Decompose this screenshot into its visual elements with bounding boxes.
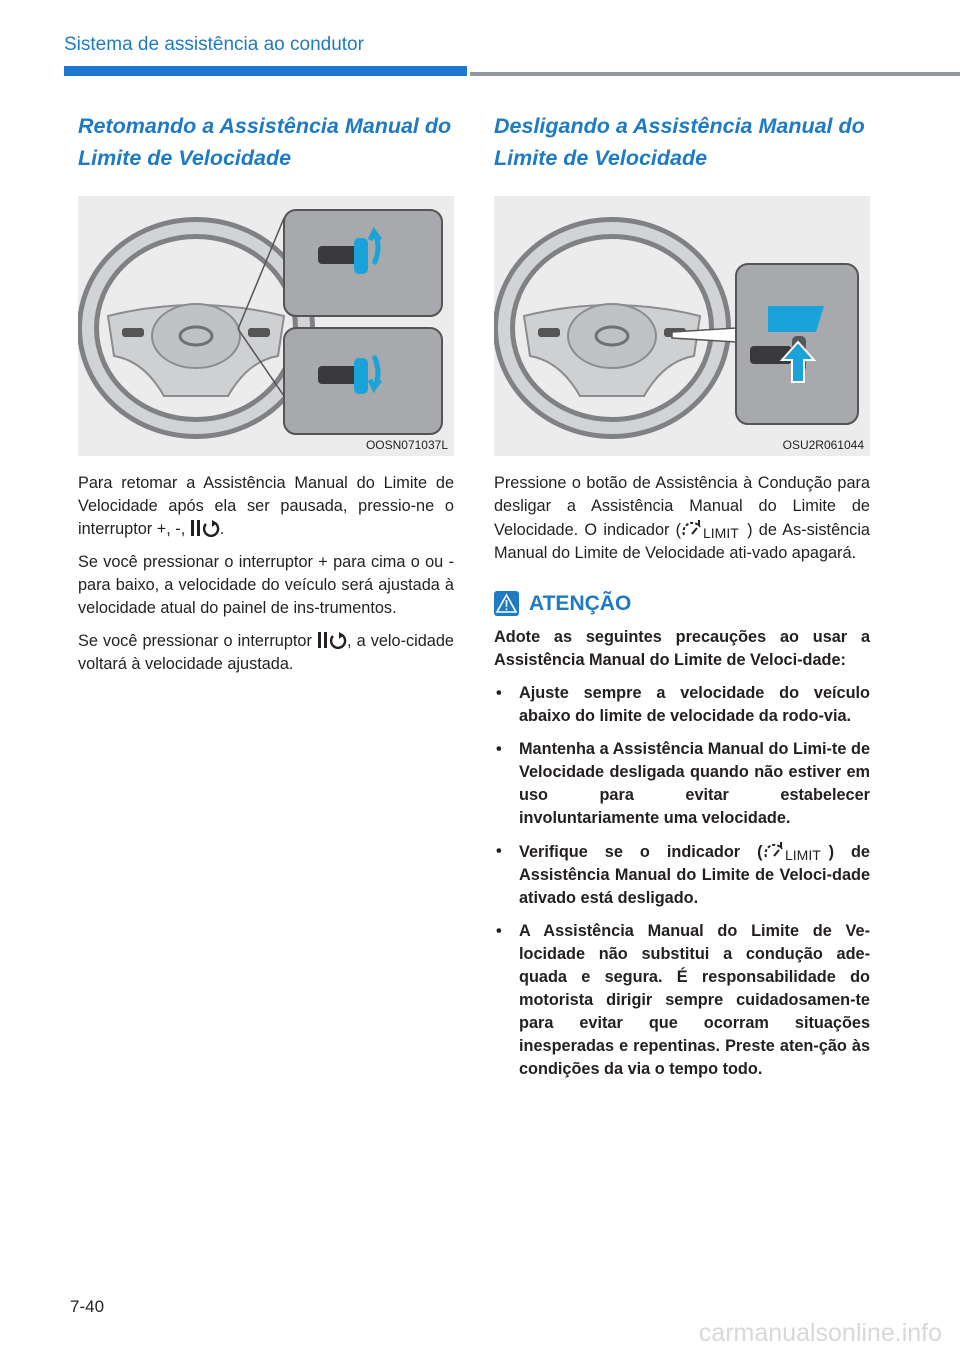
header-bar-accent bbox=[64, 66, 467, 76]
pause-resume-icon bbox=[317, 631, 347, 649]
section-title: Sistema de assistência ao condutor bbox=[64, 34, 364, 55]
figure-steering-wheel-switch bbox=[78, 196, 454, 456]
warning-intro: Adote as seguintes precauções ao usar a Assistência Manual do Limite de Veloci-dade: bbox=[494, 628, 870, 669]
left-heading: Retomando a Assistência Manual do Limite de Velocidade bbox=[78, 114, 452, 170]
left-paragraph-3: Se você pressionar o interruptor , a velo-cidade voltará à velocidade ajustada. bbox=[78, 632, 454, 673]
page-number: 7-40 bbox=[70, 1297, 105, 1316]
watermark: carmanualsonline.info bbox=[698, 1319, 942, 1347]
speed-limit-indicator-icon bbox=[763, 840, 829, 862]
svg-text:LIMIT: LIMIT bbox=[703, 525, 739, 540]
right-column bbox=[494, 110, 870, 1081]
warning-title: ATENÇÃO bbox=[529, 591, 632, 615]
pause-resume-icon bbox=[190, 519, 220, 537]
warning-item-1: • Ajuste sempre a velocidade do veículo abaixo do limite de velocidade da rodo-via. bbox=[494, 682, 870, 728]
right-paragraph-1: Pressione o botão de Assistência à Condução para desligar a Assistência Manual do Limite de Velocidade. O indicador ( LIMIT ) de As-sistência Manual do Limite de Velocidade ati-vado apagará. bbox=[494, 474, 870, 562]
warning-item-3: • Verifique se o indicador ( LIMIT ) de Assistência Manual do Limite de Veloci-dade ativado está desligado. bbox=[494, 840, 870, 910]
figure-driving-assist-button bbox=[494, 196, 870, 456]
steering-wheel-illustration bbox=[504, 228, 736, 428]
figure-code: OOSN071037L bbox=[365, 438, 448, 452]
speed-limit-indicator-icon bbox=[681, 518, 747, 540]
zoom-inset-button bbox=[736, 264, 858, 424]
warning-header bbox=[494, 591, 870, 616]
warning-list bbox=[494, 682, 870, 1081]
warning-item-4: • A Assistência Manual do Limite de Ve-locidade não substitui a condução ade-quada e segura. É responsabilidade do motorista dirigir sempre cuidadosamen-te para evitar que ocorram situações inesperadas e repentinas. Preste aten-ção às condições da via o tempo todo. bbox=[494, 920, 870, 1081]
left-paragraph-2: Se você pressionar o interruptor + para cima o ou - para baixo, a velocidade do veículo será ajustada à velocidade atual do painel de ins-trumentos. bbox=[78, 553, 454, 617]
zoom-inset-up bbox=[284, 210, 442, 316]
left-column bbox=[78, 110, 454, 676]
zoom-inset-down bbox=[284, 328, 442, 434]
warning-item-2: • Mantenha a Assistência Manual do Limi-te de Velocidade desligada quando não estiver em uso para evitar estabelecer involuntariamente uma velocidade. bbox=[494, 738, 870, 830]
warning-icon bbox=[494, 591, 519, 616]
steering-wheel-illustration bbox=[88, 218, 304, 428]
left-paragraph-1: Para retomar a Assistência Manual do Limite de Velocidade após ela ser pausada, pressio-ne o interruptor +, -, . bbox=[78, 474, 454, 538]
figure-code: OSU2R061044 bbox=[782, 438, 864, 452]
svg-text:LIMIT: LIMIT bbox=[784, 847, 821, 862]
header-bar-rule bbox=[470, 72, 960, 76]
right-heading: Desligando a Assistência Manual do Limite de Velocidade bbox=[494, 114, 865, 170]
